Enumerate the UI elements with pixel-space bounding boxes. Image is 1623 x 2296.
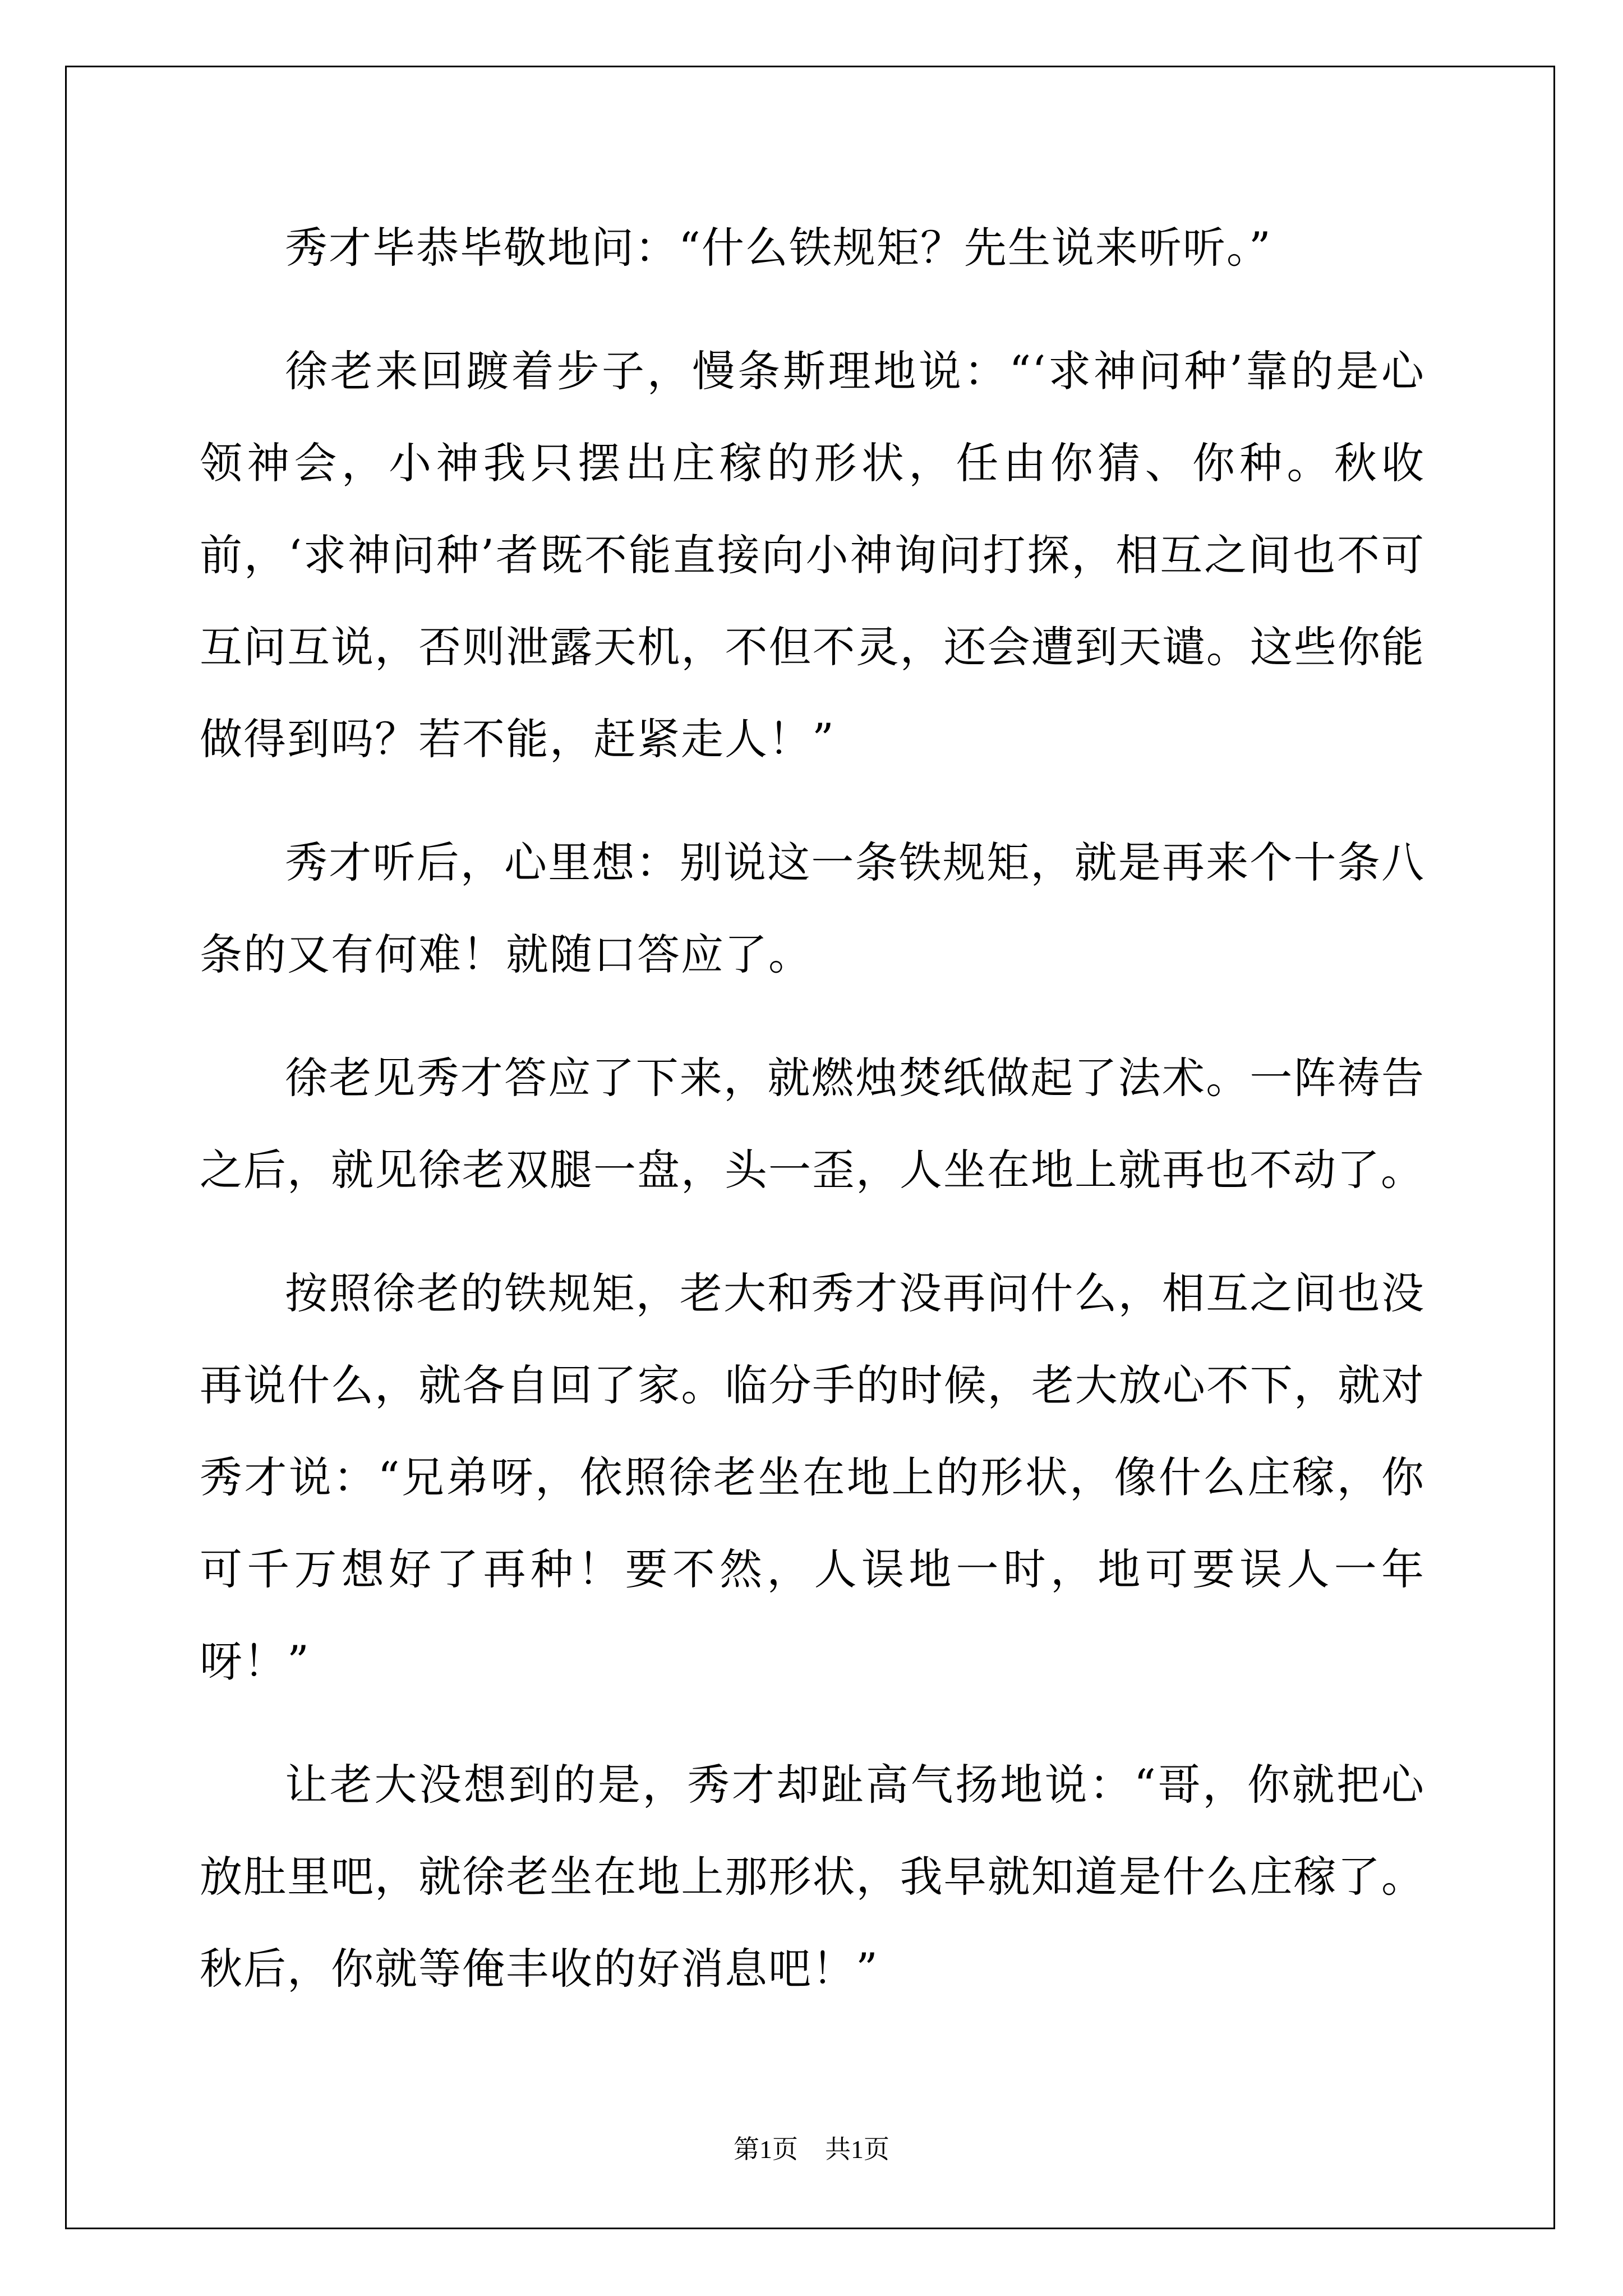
- page-number-total: 共1页: [825, 2135, 889, 2164]
- paragraph-4: 徐老见秀才答应了下来，就燃烛焚纸做起了法术。一阵祷告之后，就见徐老双腿一盘，头一歪，人坐在地上就再也不动了。: [200, 1053, 1425, 1195]
- paragraph-2: 徐老来回踱着步子，慢条斯理地说：“‘求神问种’靠的是心领神会，小神我只摆出庄稼的形状，任由你猜、你种。秋收前，‘求神问种’者既不能直接向小神询问打探，相互之间也不可互问互说，否则泄露天机，不但不灵，还会遭到天谴。这些你能做得到吗？若不能，赶紧走人！”: [200, 346, 1425, 764]
- page-number-current: 第1页: [734, 2135, 798, 2164]
- paragraph-6: 让老大没想到的是，秀才却趾高气扬地说：“哥，你就把心放肚里吧，就徐老坐在地上那形状，我早就知道是什么庄稼了。秋后，你就等俺丰收的好消息吧！”: [200, 1760, 1425, 1994]
- document-body: [200, 202, 1425, 2046]
- paragraph-3: 秀才听后，心里想：别说这一条铁规矩，就是再来个十条八条的又有何难！就随口答应了。: [200, 838, 1425, 979]
- paragraph-1: 秀才毕恭毕敬地问：“什么铁规矩？先生说来听听。”: [285, 223, 1272, 273]
- paragraph-5: 按照徐老的铁规矩，老大和秀才没再问什么，相互之间也没再说什么，就各自回了家。临分手的时候，老大放心不下，就对秀才说：“兄弟呀，依照徐老坐在地上的形状，像什么庄稼，你可千万想好了再种！要不然，人误地一时，地可要误人一年呀！”: [200, 1268, 1425, 1686]
- page-footer: [0, 2129, 1623, 2166]
